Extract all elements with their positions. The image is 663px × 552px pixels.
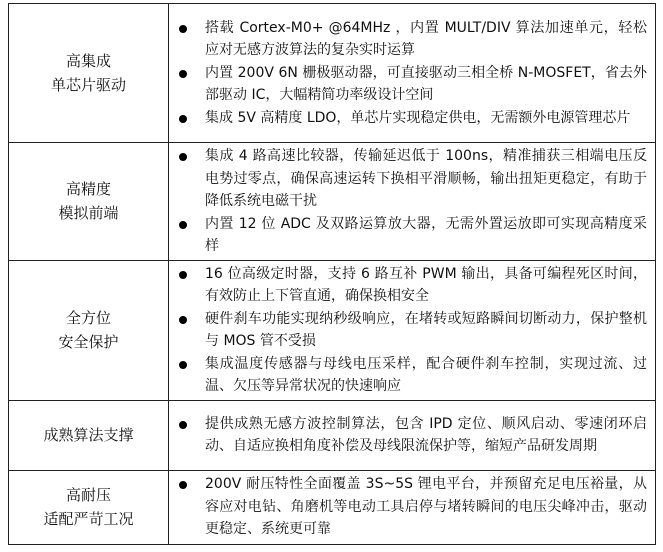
bullet-icon — [179, 221, 187, 229]
list-item — [175, 308, 647, 353]
category-cell — [9, 143, 169, 261]
feature-table — [8, 3, 656, 545]
feature-cell — [169, 470, 656, 544]
feature-text: 搭载 Cortex-M0+ @64MHz ，内置 MULT/DIV 算法加速单元，轻松应对无感方波算法的复杂实时运算 — [205, 19, 647, 59]
bullet-icon — [179, 361, 187, 369]
list-item — [175, 263, 647, 308]
category-label: 单芯片驱动 — [50, 76, 126, 94]
category-label: 安全保护 — [58, 333, 119, 351]
table-row — [9, 400, 656, 470]
feature-text: 集成温度传感器与母线电压采样，配合硬件刹车控制，实现过流、过温、欠压等异常状况的快速响应 — [205, 355, 647, 394]
feature-cell — [169, 4, 656, 143]
category-cell — [9, 4, 169, 143]
category-label: 高耐压 — [65, 486, 111, 504]
table-row — [9, 143, 656, 261]
table-row — [9, 4, 656, 143]
list-item — [175, 107, 647, 130]
bullet-icon — [179, 153, 187, 161]
feature-cell — [169, 143, 656, 261]
list-item — [175, 473, 647, 541]
category-label: 高集成 — [65, 52, 111, 70]
category-label: 适配严苛工况 — [43, 510, 134, 528]
feature-cell — [169, 400, 656, 470]
bullet-icon — [179, 421, 187, 429]
feature-text: 硬件刹车功能实现纳秒级响应，在堵转或短路瞬间切断动力，保护整机与 MOS 管不受损 — [205, 310, 647, 349]
category-cell — [9, 260, 169, 400]
list-item — [175, 145, 647, 213]
bullet-icon — [179, 481, 187, 489]
category-cell — [9, 470, 169, 544]
table-row — [9, 470, 656, 544]
category-label: 成熟算法支撑 — [43, 426, 134, 444]
category-label: 全方位 — [65, 309, 111, 327]
feature-text: 内置 12 位 ADC 及双路运算放大器，无需外置运放即可实现高精度采样 — [205, 215, 647, 254]
feature-text: 200V 耐压特性全面覆盖 3S~5S 锂电平台，并预留充足电压裕量，从容应对电钻、角磨机等电动工具启停与堵转瞬间的电压尖峰冲击，驱动更稳定、系统更可靠 — [205, 476, 647, 538]
bullet-icon — [179, 316, 187, 324]
bullet-icon — [179, 271, 187, 279]
list-item — [175, 413, 647, 458]
category-label: 模拟前端 — [58, 204, 119, 223]
bullet-icon — [179, 115, 187, 123]
feature-cell — [169, 260, 656, 400]
feature-text: 16 位高级定时器，支持 6 路互补 PWM 输出，具备可编程死区时间，有效防止上下管直通，确保换相安全 — [205, 265, 647, 304]
bullet-icon — [179, 25, 187, 33]
list-item — [175, 353, 647, 398]
feature-text: 提供成熟无感方波控制算法，包含 IPD 定位、顺风启动、零速闭环启动、自适应换相角度补偿及母线限流保护等，缩短产品研发周期 — [205, 415, 647, 454]
table-row — [9, 260, 656, 400]
category-label: 高精度 — [65, 180, 111, 199]
list-item — [175, 213, 647, 258]
bullet-icon — [179, 70, 187, 78]
feature-text: 集成 5V 高精度 LDO，单芯片实现稳定供电，无需额外电源管理芯片 — [205, 109, 631, 126]
feature-text: 集成 4 路高速比较器，传输延迟低于 100ns，精准捕获三相端电压反电势过零点，确保高速运转下换相平滑顺畅，输出扭矩更稳定，有助于降低系统电磁干扰 — [205, 148, 647, 209]
category-cell — [9, 400, 169, 470]
list-item — [175, 62, 647, 107]
feature-text: 内置 200V 6N 栅极驱动器，可直接驱动三相全桥 N-MOSFET，省去外部驱动 IC，大幅精简功率级设计空间 — [205, 64, 647, 104]
list-item — [175, 17, 647, 62]
